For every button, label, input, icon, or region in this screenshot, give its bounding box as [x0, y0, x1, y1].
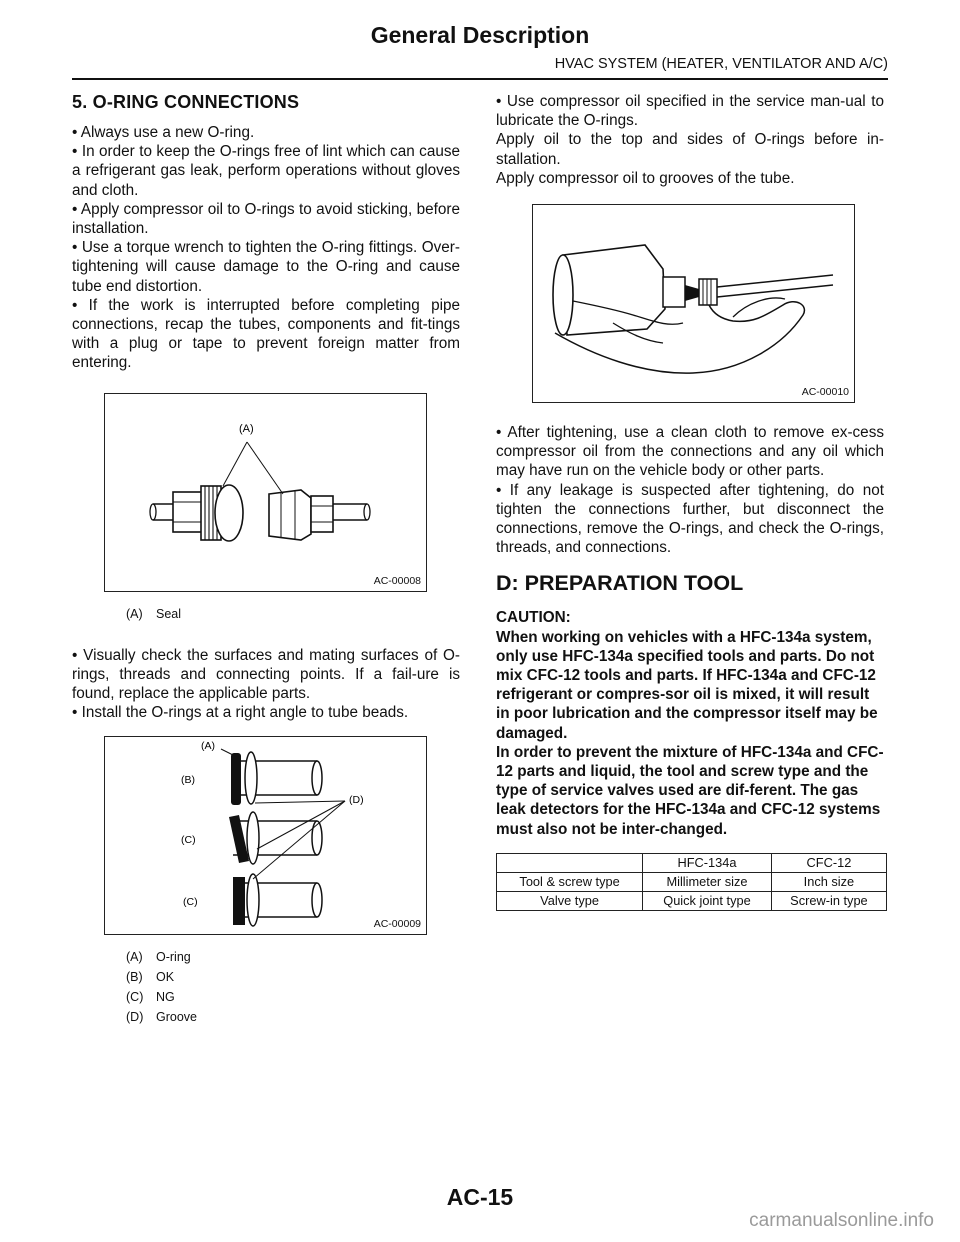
bullet-item: • Use a torque wrench to tighten the O-ring fittings. Over-tightening will cause damage to the O-ring and cause tube end distortion. [72, 239, 460, 295]
legend-value: OK [156, 970, 175, 985]
table-header-row [497, 853, 887, 872]
section-heading-o-ring: 5. O-RING CONNECTIONS [72, 92, 300, 112]
table-cell: Tool & screw type [497, 872, 643, 891]
bullet-item: • Visually check the surfaces and mating surfaces of O-rings, threads and connecting points. If a fail-ure is found, replace the applicable parts. [72, 646, 460, 703]
bullet-item: • After tightening, use a clean cloth to remove ex-cess compressor oil from the connections and any oil which may have run on the vehicle body or other parts. [496, 424, 884, 480]
legend-value: NG [156, 990, 175, 1005]
legend-key: (B) [126, 970, 143, 985]
figure-id: AC-00009 [373, 918, 421, 931]
right-column [496, 92, 884, 911]
legend-value: O-ring [156, 950, 191, 965]
bullet-item: • In order to keep the O-rings free of lint which can cause a refrigerant gas leak, perform operations without gloves and cloth. [72, 143, 460, 199]
legend-key: (A) [126, 950, 143, 965]
label-a: (A) [201, 740, 215, 753]
legend-key: (A) [126, 606, 143, 621]
page-number: AC-15 [446, 1184, 514, 1210]
figure-o-ring-install [104, 736, 427, 935]
table-row [497, 891, 887, 910]
label-c: (C) [181, 834, 196, 847]
table-row [497, 872, 887, 891]
figure-legend [126, 947, 460, 1027]
caution-text: In order to prevent the mixture of HFC-134a and CFC-12 parts and liquid, the tool and screw type and the type of service valves used are dif-ferent. The gas leak detectors for the HFC-134a and CFC-12 systems must also not be inter-changed. [496, 743, 884, 838]
legend-row [126, 604, 460, 624]
paragraph: Apply oil to the top and sides of O-rings before in-stallation. [496, 131, 884, 168]
table-cell: Valve type [497, 891, 643, 910]
table-header-cell: CFC-12 [771, 853, 886, 872]
seal-fitting-illustration [105, 394, 426, 591]
figure-legend [126, 604, 460, 624]
header-divider [72, 78, 888, 80]
figure-id: AC-00008 [373, 574, 421, 587]
legend-row [126, 987, 460, 1007]
figure-id: AC-00010 [801, 386, 849, 399]
paragraph: Apply compressor oil to grooves of the tube. [496, 169, 795, 187]
table-cell: Millimeter size [643, 872, 772, 891]
bullet-item: • If the work is interrupted before completing pipe connections, recap the tubes, components and fit-tings with a plug or tape to prevent foreign matter from entering. [72, 296, 460, 372]
label-a: (A) [239, 422, 254, 435]
tool-comparison-table [496, 853, 887, 911]
bullet-item: • If any leakage is suspected after tightening, do not tighten the connections further, but disconnect the connections, remove the O-rings, and check the O-rings, threads, and connections. [496, 481, 884, 557]
section-subtitle: HVAC SYSTEM (HEATER, VENTILATOR AND A/C) [554, 56, 888, 72]
label-c: (C) [183, 896, 198, 909]
label-d: (D) [349, 794, 364, 807]
table-header-cell: HFC-134a [643, 853, 772, 872]
caution-text: When working on vehicles with a HFC-134a system, only use HFC-134a specified tools and parts. Do not mix CFC-12 tools and parts. If HFC-134a and CFC-12 refrigerant or compres-sor oil is mixed, it will result in poor lubrication and the compressor itself may be damaged. [496, 628, 878, 742]
section-heading-preparation-tool: D: PREPARATION TOOL [496, 571, 744, 596]
legend-value: Seal [156, 606, 182, 621]
table-cell: Quick joint type [643, 891, 772, 910]
left-column [72, 88, 460, 1027]
bullet-item: • Use compressor oil specified in the service man-ual to lubricate the O-rings. [496, 93, 884, 130]
legend-row [126, 967, 460, 987]
table-cell: Inch size [771, 872, 886, 891]
bullet-item: • Always use a new O-ring. [72, 124, 255, 141]
table-cell: Screw-in type [771, 891, 886, 910]
o-ring-install-illustration [105, 737, 426, 934]
bullet-item: • Install the O-rings at a right angle to tube beads. [72, 704, 409, 722]
table-header-cell [497, 853, 643, 872]
legend-row [126, 947, 460, 967]
figure-apply-oil [532, 204, 855, 403]
apply-oil-illustration [533, 205, 854, 402]
bullet-item: • Apply compressor oil to O-rings to avoid sticking, before installation. [72, 200, 460, 238]
figure-seal [104, 393, 427, 592]
watermark[interactable]: carmanualsonline.info [749, 1210, 934, 1231]
legend-key: (C) [126, 990, 144, 1005]
legend-value: Groove [156, 1010, 197, 1025]
legend-row [126, 1007, 460, 1027]
label-b: (B) [181, 774, 195, 787]
legend-key: (D) [126, 1010, 144, 1025]
caution-title: CAUTION: [496, 609, 571, 627]
page-title: General Description [370, 22, 590, 48]
